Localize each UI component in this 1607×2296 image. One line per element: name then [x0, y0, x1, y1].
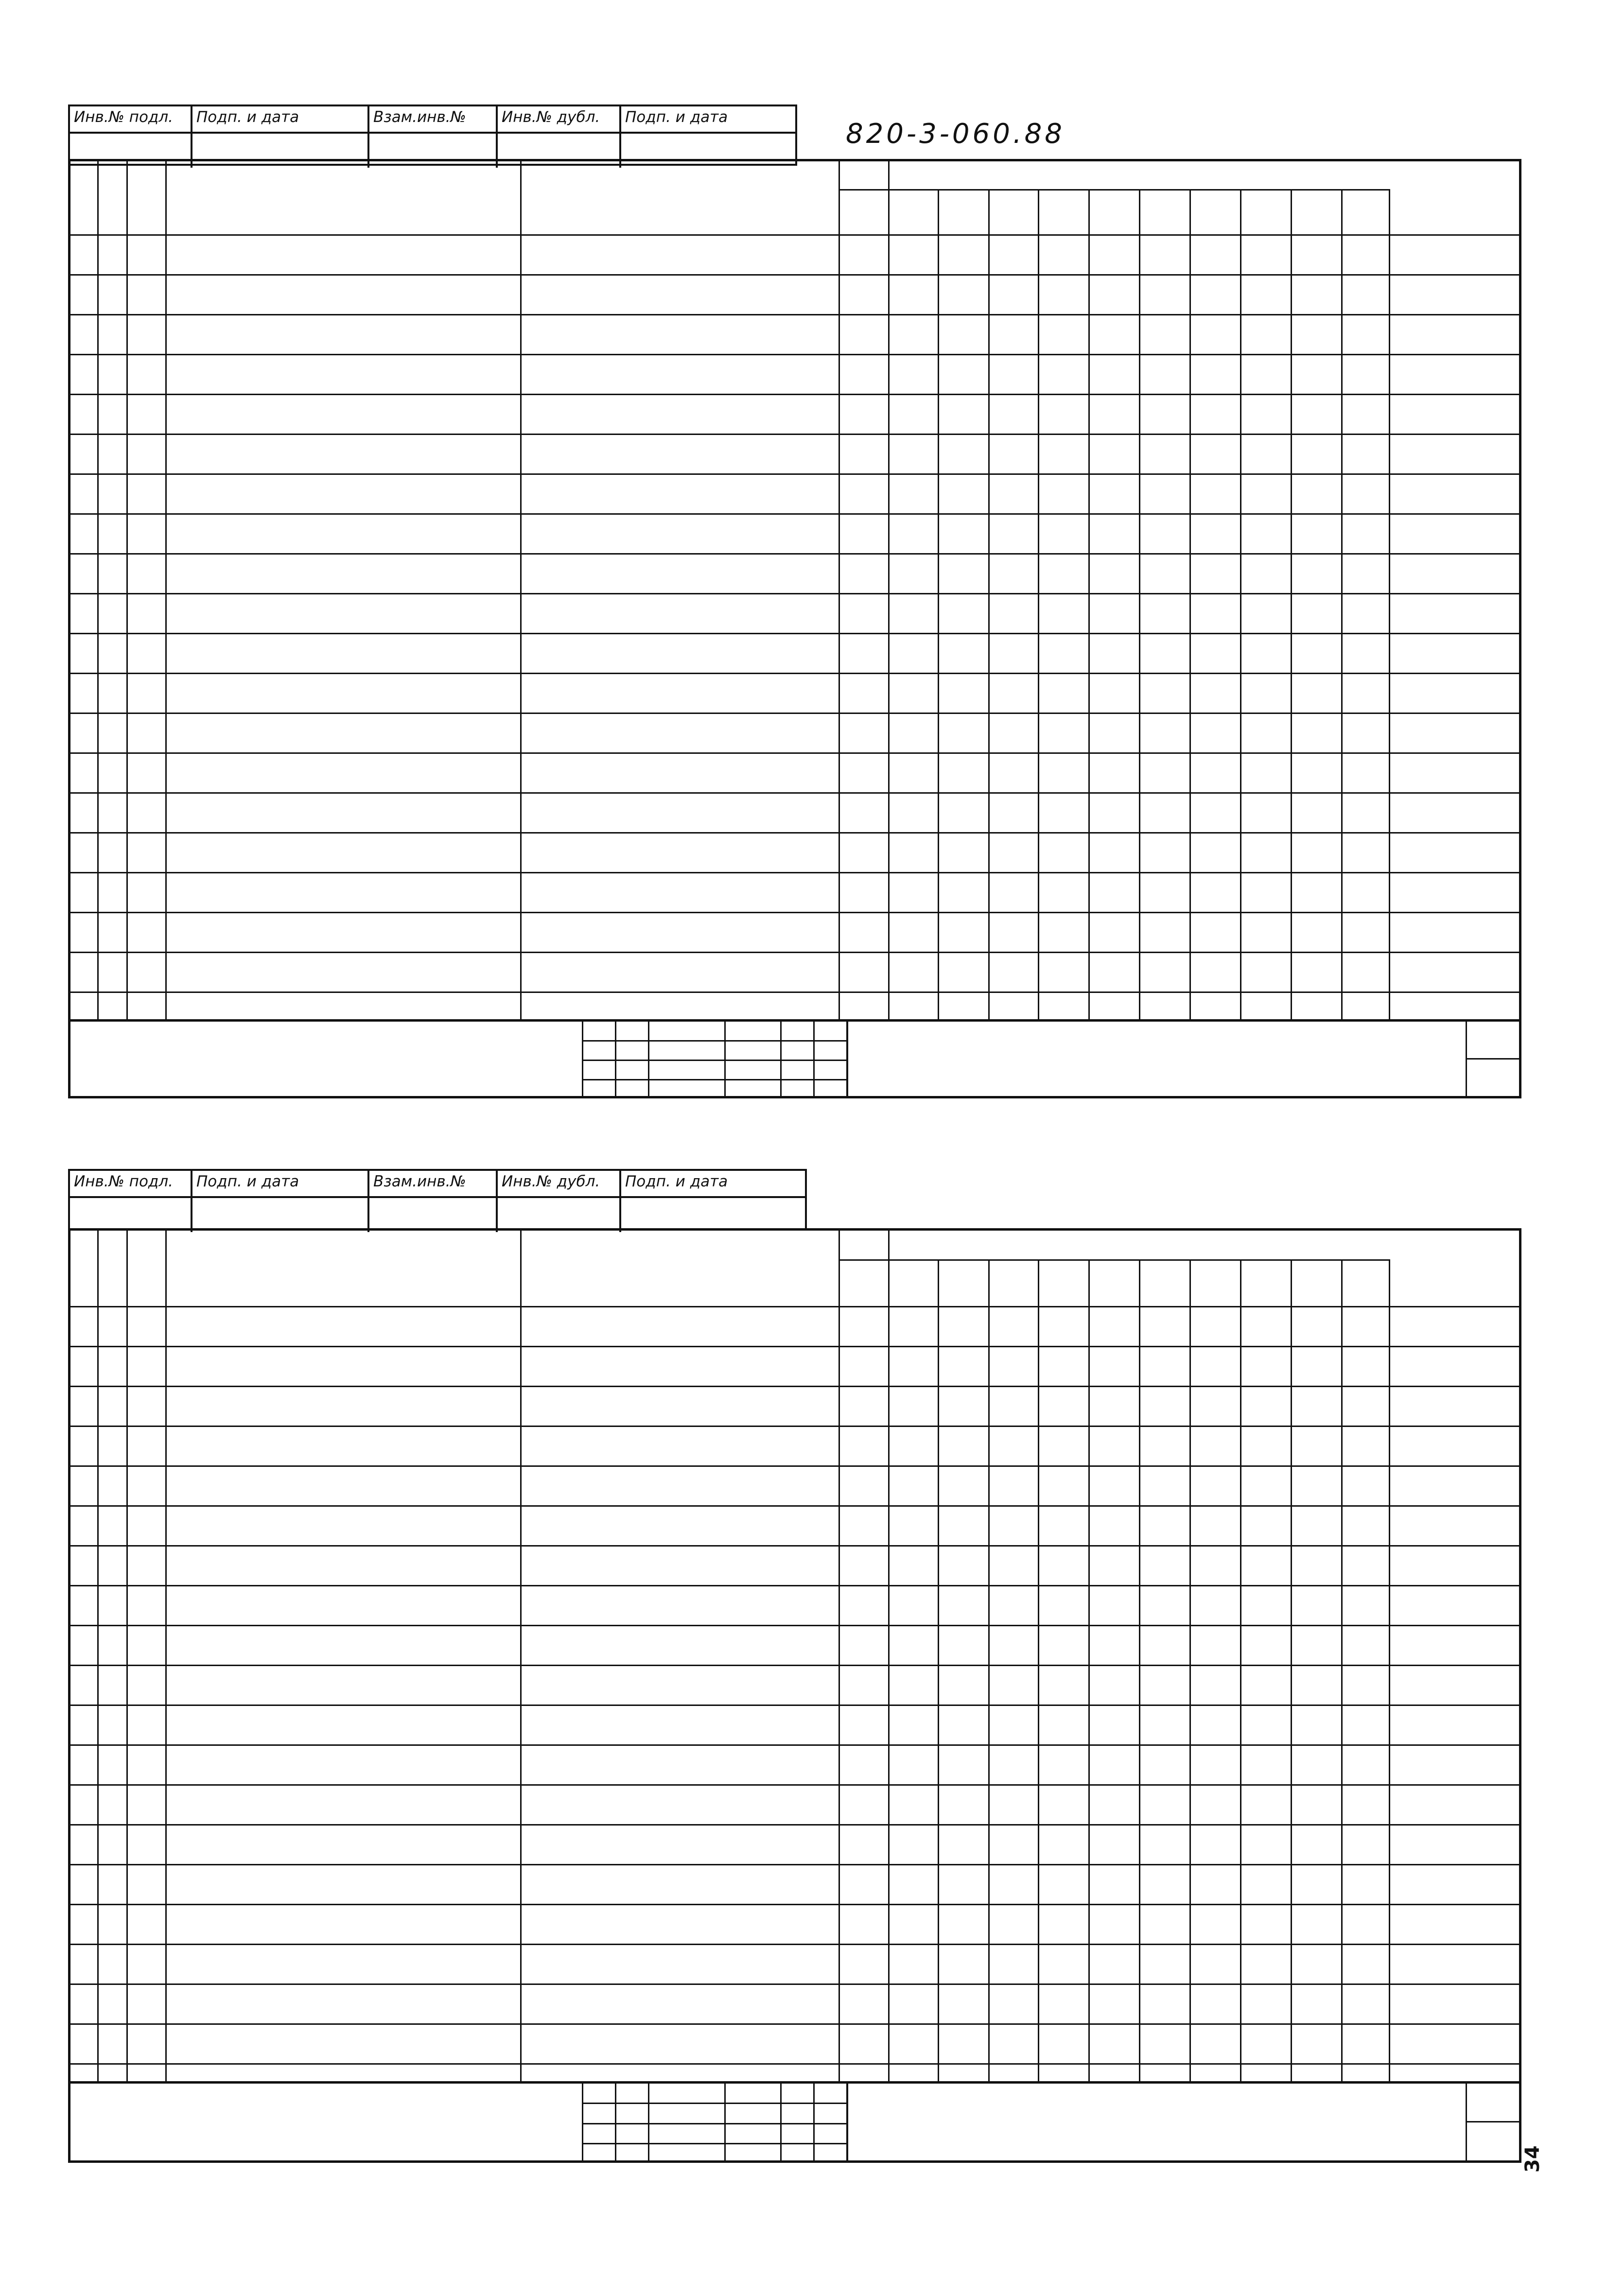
grid-divider: [648, 2083, 649, 2160]
stamp-label: Подп. и дата: [625, 1173, 728, 1190]
approval-stamp-strip: [68, 104, 797, 166]
grid-divider: [648, 1021, 649, 1096]
column-divider: [1038, 1259, 1039, 2081]
column-divider: [165, 1231, 167, 2081]
document-number: 820-3-060.88: [846, 118, 1065, 150]
grid-divider: [780, 1021, 782, 1096]
row-divider: [70, 1744, 1519, 1746]
spec-table: [68, 159, 1521, 1022]
row-divider: [70, 394, 1519, 395]
stamp-label: Подп. и дата: [196, 108, 299, 126]
row-divider: [70, 633, 1519, 634]
row-divider: [70, 1625, 1519, 1626]
column-divider: [838, 161, 840, 1019]
header-divider: [70, 1306, 1519, 1307]
column-divider: [1291, 1259, 1292, 2081]
column-divider: [165, 161, 167, 1019]
row-divider: [70, 832, 1519, 834]
header-divider: [838, 189, 1389, 191]
grid-divider: [813, 1021, 815, 1096]
stamp-label: Инв.№ подл.: [74, 108, 174, 126]
column-divider: [1139, 1259, 1140, 2081]
row-divider: [70, 593, 1519, 594]
column-divider: [888, 161, 890, 1019]
column-divider: [1240, 1259, 1241, 2081]
row-divider: [70, 1505, 1519, 1507]
stamp-label: Инв.№ подл.: [74, 1173, 174, 1190]
stamp-label: Инв.№ дубл.: [502, 1173, 600, 1190]
row-divider: [70, 434, 1519, 435]
row-divider: [70, 314, 1519, 315]
row-divider: [70, 1705, 1519, 1706]
row-divider: [70, 952, 1519, 953]
row-divider: [70, 912, 1519, 913]
column-divider: [126, 161, 128, 1019]
column-divider: [888, 1231, 890, 2081]
sheet-box-divider: [1466, 2121, 1521, 2122]
row-divider: [70, 553, 1519, 555]
row-divider: [70, 792, 1519, 794]
header-divider: [70, 234, 1519, 236]
grid-divider: [780, 2083, 782, 2160]
stamp-label: Инв.№ дубл.: [502, 108, 600, 126]
column-divider: [520, 161, 522, 1019]
grid-divider: [813, 2083, 815, 2160]
row-divider: [70, 1426, 1519, 1427]
column-divider: [1389, 1259, 1390, 2081]
row-divider: [70, 673, 1519, 674]
sheet-number-box: [1466, 1021, 1521, 1098]
row-divider: [70, 1944, 1519, 1945]
row-divider: [70, 354, 1519, 355]
column-divider: [988, 1259, 990, 2081]
row-divider: [70, 1465, 1519, 1467]
title-block: [68, 2083, 1521, 2163]
row-divider: [70, 1346, 1519, 1347]
row-divider: [70, 991, 1519, 993]
grid-row: [582, 2103, 848, 2104]
row-divider: [70, 2023, 1519, 2025]
spec-table: [68, 1228, 1521, 2084]
grid-divider: [615, 1021, 616, 1096]
row-divider: [70, 1904, 1519, 1905]
stamp-label: Подп. и дата: [196, 1173, 299, 1190]
row-divider: [70, 713, 1519, 714]
row-divider: [70, 513, 1519, 515]
approval-stamp-strip: [68, 1169, 807, 1230]
row-divider: [70, 2063, 1519, 2065]
sheet-3: [68, 104, 1521, 1115]
column-divider: [1341, 1259, 1343, 2081]
grid-row: [582, 2143, 848, 2144]
column-divider: [520, 1231, 522, 2081]
sheet-box-divider: [1466, 1058, 1521, 1060]
grid-row: [582, 1040, 848, 1042]
sheet-4: [68, 1169, 1521, 2180]
row-divider: [70, 1824, 1519, 1826]
title-block: [68, 1021, 1521, 1098]
stamp-label: Взам.инв.№: [373, 1173, 466, 1190]
column-divider: [126, 1231, 128, 2081]
grid-row: [582, 2123, 848, 2124]
grid-divider: [724, 2083, 726, 2160]
row-divider: [70, 1545, 1519, 1547]
row-divider: [70, 1386, 1519, 1387]
row-divider: [70, 1665, 1519, 1666]
grid-divider: [615, 2083, 616, 2160]
column-divider: [938, 1259, 939, 2081]
column-divider: [1189, 1259, 1191, 2081]
grid-divider: [724, 1021, 726, 1096]
row-divider: [70, 872, 1519, 873]
row-divider: [70, 473, 1519, 475]
sheet-side-mark: 34: [1521, 2145, 1544, 2173]
row-divider: [70, 752, 1519, 754]
sheet-number-box: [1466, 2083, 1521, 2163]
column-divider: [838, 1231, 840, 2081]
row-divider: [70, 274, 1519, 276]
row-divider: [70, 1864, 1519, 1865]
grid-row: [582, 1060, 848, 1061]
column-divider: [97, 1231, 99, 2081]
row-divider: [70, 1784, 1519, 1786]
column-divider: [1088, 1259, 1090, 2081]
row-divider: [70, 1983, 1519, 1985]
header-divider: [838, 1259, 1389, 1261]
grid-row: [582, 1079, 848, 1080]
column-divider: [97, 161, 99, 1019]
row-divider: [70, 1585, 1519, 1586]
stamp-label: Подп. и дата: [625, 108, 728, 126]
stamp-label: Взам.инв.№: [373, 108, 466, 126]
